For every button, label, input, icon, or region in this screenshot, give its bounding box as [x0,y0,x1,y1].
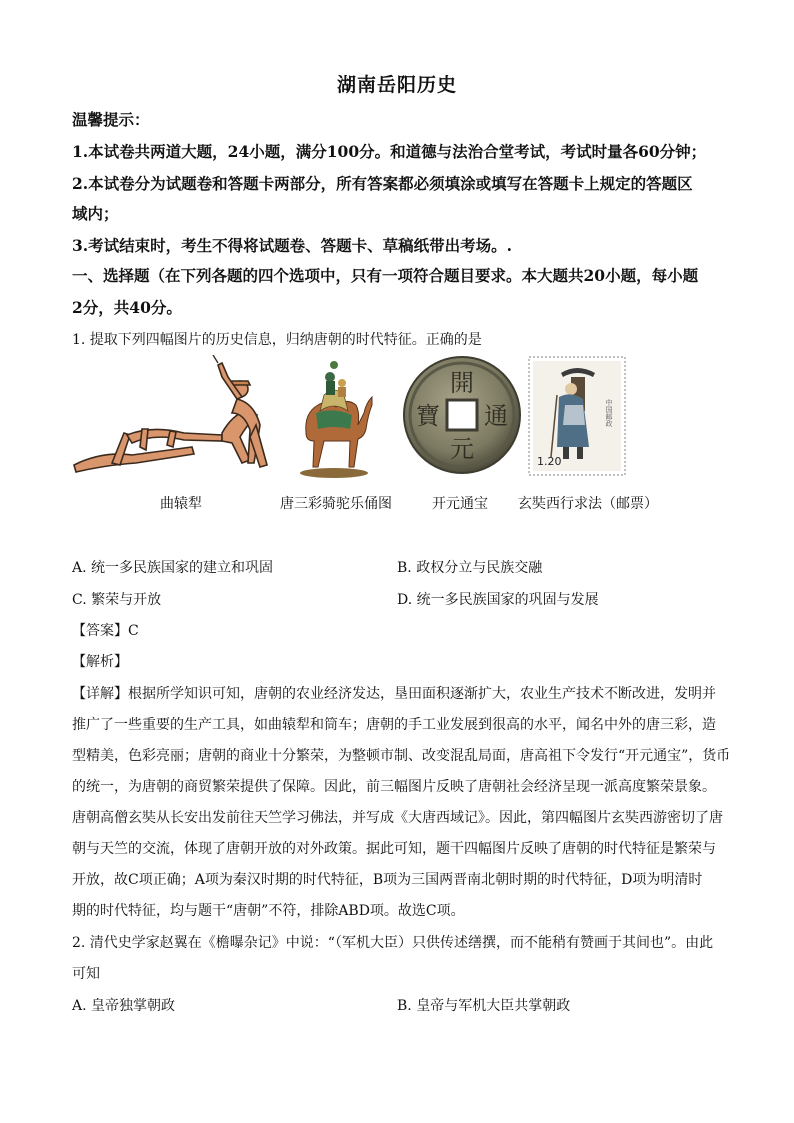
question-1-figures [72,355,672,512]
tang-sancai-camel-image [294,355,374,480]
caption-curved-plow: 曲辕犁 [160,496,202,512]
q1-detail-line-7: 开放，故C项正确；A项为秦汉时期的时代特征，B项为三国两晋南北朝时期的时代特征，D项为明清时 [72,872,703,888]
question-2-stem-line-2: 可知 [72,966,100,982]
coin-char-right: 通 [484,402,508,430]
question-2-stem-line-1: 2. 清代史学家赵翼在《檐曝杂记》中说：“（军机大臣）只供传述缮撰，而不能稍有赞画于其间也”。由此 [72,935,714,951]
kaiyuan-tongbao-coin-image [402,355,522,475]
curved-plow-image [72,355,272,480]
page-title: 湖南岳阳历史 [336,74,457,96]
section-heading-line-2: 2分，共40分。 [72,298,182,317]
xuanzang-stamp-image [527,355,627,480]
tip-line-4: 3.考试结束时，考生不得将试题卷、答题卡、草稿纸带出考场。. [72,236,513,255]
caption-xuanzang-stamp: 玄奘西行求法（邮票） [518,496,658,512]
caption-kaiyuan-tongbao: 开元通宝 [432,496,488,512]
q1-option-c: C. 繁荣与开放 [72,592,162,608]
tip-line-1: 1.本试卷共两道大题，24小题，满分100分。和道德与法治合堂考试，考试时量各60分钟； [72,142,707,161]
q2-option-b: B. 皇帝与军机大臣共掌朝政 [397,998,571,1014]
q1-option-a: A. 统一多民族国家的建立和巩固 [72,560,274,576]
q1-detail-line-5: 唐朝高僧玄奘从长安出发前往天竺学习佛法，并写成《大唐西域记》。因此，第四幅图片玄奘西游密切了唐 [72,810,723,826]
q1-detail-line-2: 推广了一些重要的生产工具，如曲辕犁和筒车；唐朝的手工业发展到很高的水平，闻名中外的唐三彩，造 [72,717,716,733]
coin-char-top: 開 [450,369,474,397]
q2-option-a: A. 皇帝独掌朝政 [72,998,176,1014]
tip-line-2: 2.本试卷分为试题卷和答题卡两部分，所有答案都必须填涂或填写在答题卡上规定的答题区 [72,174,693,193]
q1-detail-line-6: 朝与天竺的交流，体现了唐朝开放的对外政策。据此可知，题干四幅图片反映了唐朝的时代特征是繁荣与 [72,841,716,857]
coin-char-bottom: 元 [450,435,474,463]
q1-option-d: D. 统一多民族国家的巩固与发展 [397,592,599,608]
q1-analysis-label: 【解析】 [72,654,128,670]
q1-detail-line-3: 型精美，色彩亮丽；唐朝的商业十分繁荣，为整顿市制、改变混乱局面，唐高祖下令发行“开元通宝”，货币 [72,748,731,764]
tip-line-3: 域内； [72,204,119,223]
stamp-postal-text: 中国邮政 [605,399,613,427]
tips-heading: 温馨提示： [72,110,150,129]
q1-option-b: B. 政权分立与民族交融 [397,560,543,576]
q1-detail-line-8: 期的时代特征，均与题干“唐朝”不符，排除ABD项。故选C项。 [72,903,465,919]
q1-detail-line-4: 的统一，为唐朝的商贸繁荣提供了保障。因此，前三幅图片反映了唐朝社会经济呈现一派高度繁荣景象。 [72,779,716,795]
coin-char-left: 寶 [416,402,440,430]
section-heading-line-1: 一、选择题（在下列各题的四个选项中，只有一项符合题目要求。本大题共20小题，每小题 [72,266,699,285]
caption-tang-sancai: 唐三彩骑驼乐俑图 [280,496,392,512]
stamp-value: 1.20 [537,455,562,468]
question-1-stem: 1. 提取下列四幅图片的历史信息，归纳唐朝的时代特征。正确的是 [72,332,482,348]
q1-answer: 【答案】C [72,623,139,639]
q1-detail-line-1: 【详解】根据所学知识可知，唐朝的农业经济发达，垦田面积逐渐扩大，农业生产技术不断改进，发明并 [72,686,716,702]
